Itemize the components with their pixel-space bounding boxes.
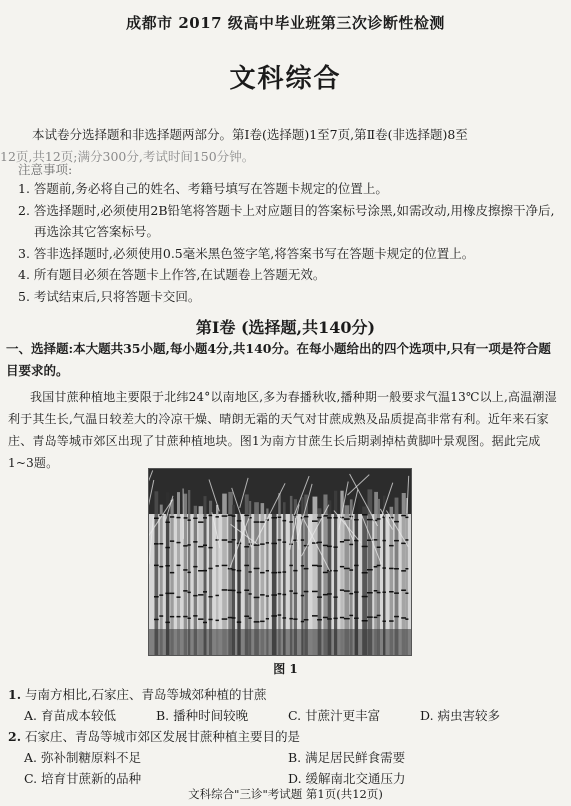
notice-title: 注意事项: [18, 162, 73, 177]
notice-item-2: 2. 答选择题时,必须使用2B铅笔将答题卡上对应题目的答案标号涂黑,如需改动,用橡皮擦擦干净后,再选涂其它答案标号。 [18, 202, 555, 239]
question-1-stem: 与南方相比,石家庄、青岛等城郊种植的甘蔗 [25, 687, 267, 702]
notice-item-4: 4. 所有题目必须在答题卡上作答,在试题卷上答题无效。 [18, 267, 326, 282]
question-2-options-row-1 [8, 747, 563, 768]
question-2-option-d: D. 缓解南北交通压力 [288, 771, 406, 786]
section-title: 第Ⅰ卷 (选择题,共140分) [195, 318, 376, 337]
question-2-option-b: B. 满足居民鲜食需要 [288, 750, 406, 765]
question-1-stem-row [8, 684, 563, 705]
question-1-number: 1. [8, 687, 22, 702]
question-instructions: 一、选择题:本大题共35小题,每小题4分,共140分。在每小题给出的四个选项中,只有一项是符合题目要求的。 [6, 341, 551, 378]
question-1-options [8, 705, 563, 726]
question-2-option-a: A. 弥补制糖原料不足 [24, 750, 141, 765]
question-1-option-b: B. 播种时间较晚 [156, 708, 249, 723]
notice-item-5: 5. 考试结束后,只将答题卡交回。 [18, 288, 201, 304]
question-2-number: 2. [8, 729, 22, 744]
intro-line-1: 本试卷分选择题和非选择题两部分。第Ⅰ卷(选择题)1至7页,第Ⅱ卷(非选择题)8至 [32, 127, 468, 142]
page-footer: 文科综合"三诊"考试题 第1页(共12页) [188, 787, 383, 801]
question-2-stem: 石家庄、青岛等城市郊区发展甘蔗种植主要目的是 [25, 729, 301, 744]
question-1-option-a: A. 育苗成本较低 [24, 708, 116, 723]
question-1-option-d: D. 病虫害较多 [420, 708, 501, 723]
question-1-option-c: C. 甘蔗汁更丰富 [288, 708, 381, 723]
notice-item-1: 1. 答题前,务必将自己的姓名、考籍号填写在答题卡规定的位置上。 [18, 181, 388, 196]
sugarcane-photo-illustration [149, 469, 411, 655]
sugarcane-photo [148, 468, 412, 656]
notice-list [18, 178, 558, 307]
figure-caption: 图 1 [273, 662, 298, 676]
question-2-stem-row [8, 726, 563, 747]
subject-title: 文科综合 [229, 64, 342, 94]
notice-item-3: 3. 答非选择题时,必须使用0.5毫米黑色签字笔,将答案书写在答题卡规定的位置上。 [18, 245, 475, 261]
exam-header: 成都市 2017 级高中毕业班第三次诊断性检测 [126, 14, 445, 32]
intro-paragraph [0, 124, 562, 168]
question-list [8, 684, 563, 789]
reading-passage: 我国甘蔗种植地主要限于北纬24°以南地区,多为春播秋收,播种期一般要求气温13℃以上,高温潮湿利于其生长,气温日较差大的冷凉干燥、晴朗无霜的天气对甘蔗成熟及品质提高非常有利。近年来石家庄、青岛等城市郊区出现了甘蔗种植地块。图1为南方甘蔗生长后期剥掉枯黄脚叶景观图。据此完成1~3题。 [8, 390, 557, 470]
question-2-option-c: C. 培育甘蔗新的品种 [24, 771, 142, 786]
intro-line-2: 12页,共12页;满分300分,考试时间150分钟。 [0, 149, 255, 164]
